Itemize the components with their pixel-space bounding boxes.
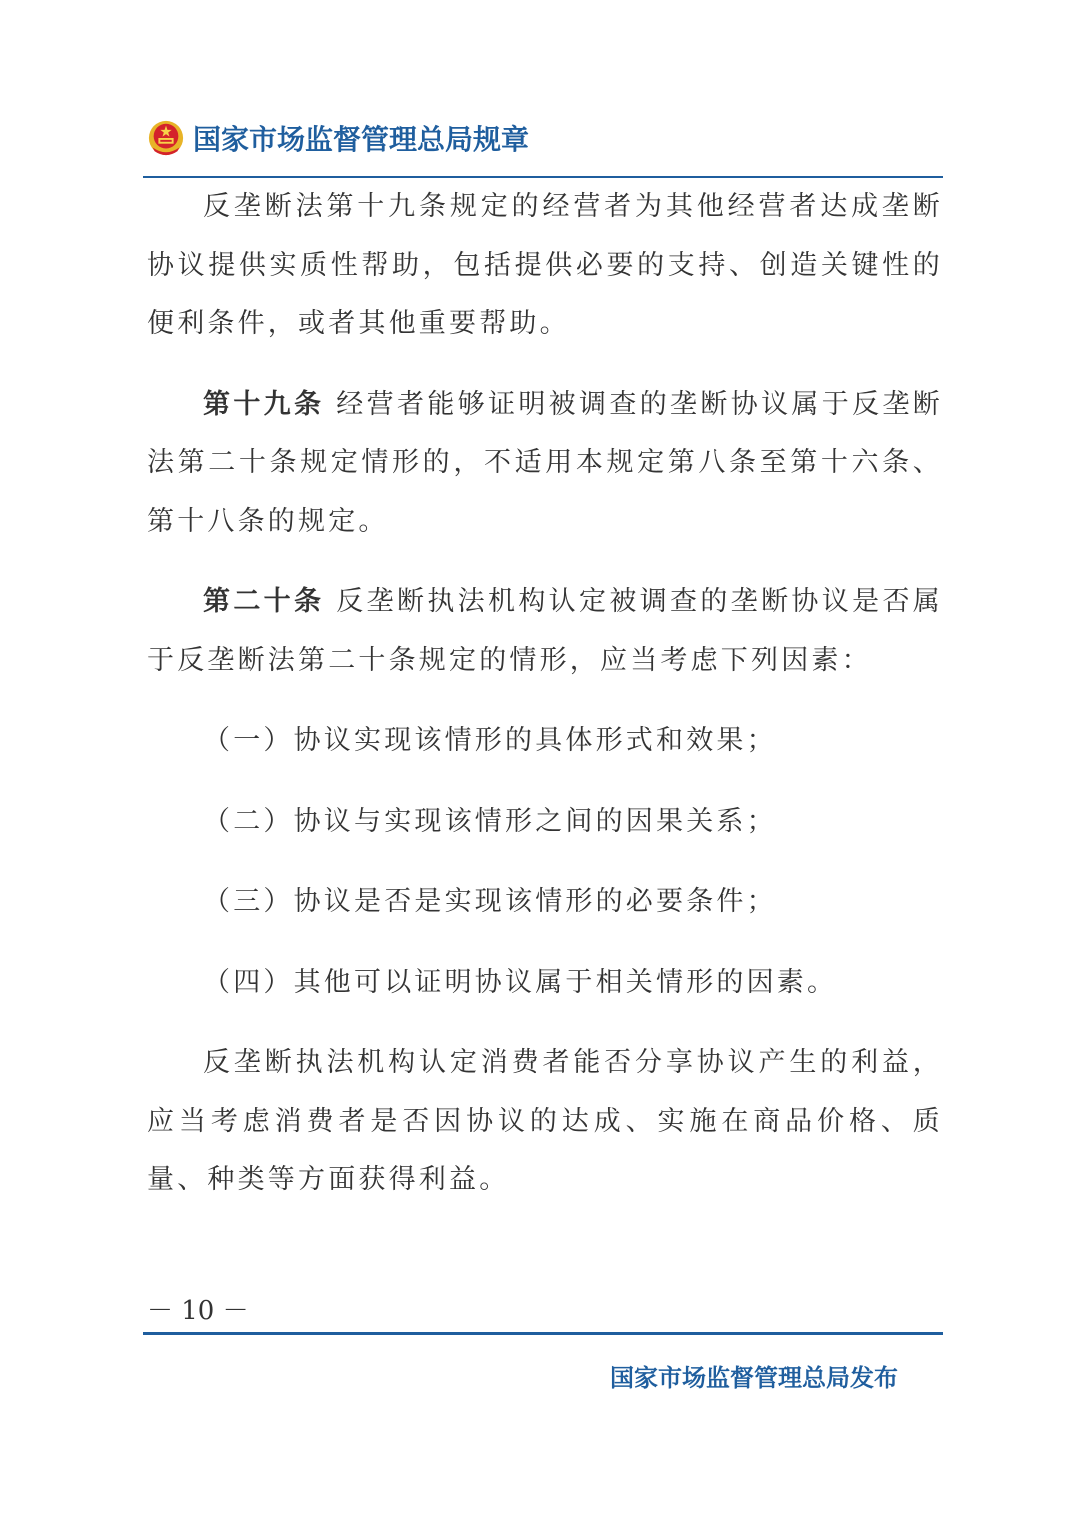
article-paragraph: 第十九条 经营者能够证明被调查的垄断协议属于反垄断法第二十条规定情形的，不适用本规定第八条至第十六条、第十八条的规定。 [147,388,943,537]
list-item: （一）协议实现该情形的具体形式和效果； [203,725,777,756]
paragraph: 反垄断法第十九条规定的经营者为其他经营者达成垄断协议提供实质性帮助，包括提供必要的支持、创造关键性的便利条件，或者其他重要帮助。 [147,191,943,339]
document-body [147,178,943,1210]
page-header [147,116,529,160]
page-number: － 10 － [147,1296,249,1326]
national-emblem-icon [147,119,185,157]
paragraph: 反垄断执法机构认定消费者能否分享协议产生的利益，应当考虑消费者是否因协议的达成、实施在商品价格、质量、种类等方面获得利益。 [147,1047,943,1195]
footer-divider [143,1332,943,1335]
header-title: 国家市场监督管理总局规章 [193,123,530,156]
list-item: （四）其他可以证明协议属于相关情形的因素。 [203,966,838,998]
article-label: 第二十条 [203,586,325,617]
footer-publisher: 国家市场监督管理总局发布 [610,1364,898,1392]
article-label: 第十九条 [203,388,325,420]
article-paragraph: 第二十条 反垄断执法机构认定被调查的垄断协议是否属于反垄断法第二十条规定的情形，应当考虑下列因素： [147,586,943,676]
list-item: （二）协议与实现该情形之间的因果关系； [203,805,777,837]
list-item: （三）协议是否是实现该情形的必要条件； [203,886,777,917]
